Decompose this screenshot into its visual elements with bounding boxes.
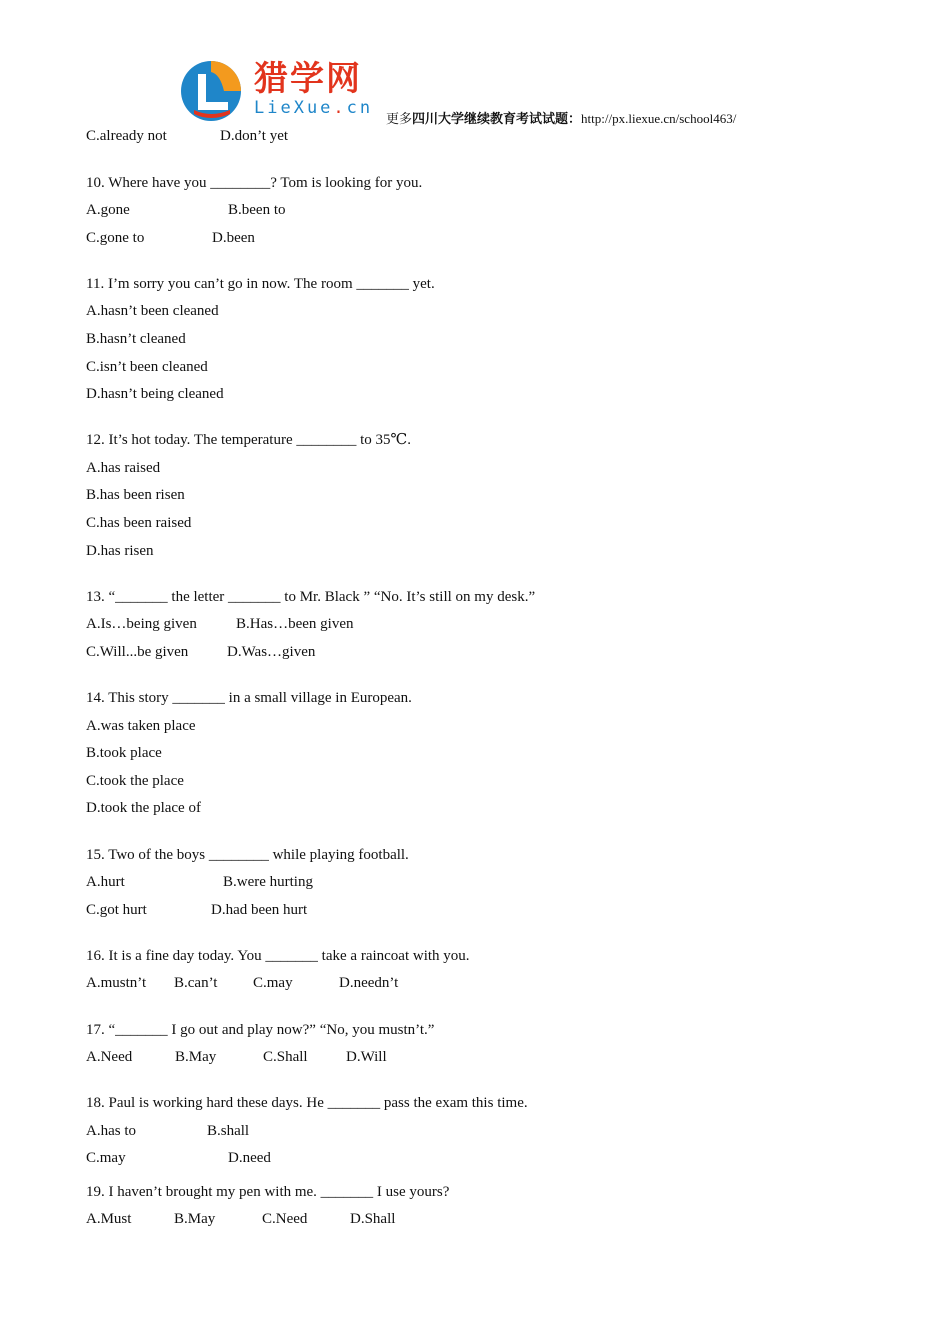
line-part: D.don’t yet xyxy=(220,128,289,144)
line-part: C.isn’t been cleaned xyxy=(86,359,208,375)
line-part: C.Will...be given xyxy=(86,644,189,660)
line-part: D.had been hurt xyxy=(211,902,308,918)
line-part: C.took the place xyxy=(86,773,184,789)
logo-chinese-text: 猎学网 xyxy=(254,59,362,99)
option-line xyxy=(86,329,186,349)
question-text xyxy=(86,587,535,607)
line-part: B.took place xyxy=(86,745,162,761)
line-part: A.has to xyxy=(86,1123,136,1139)
line-part: C.Shall xyxy=(263,1049,308,1065)
line-part: 17. “_______ I go out and play now?” “No, you mustn’t.” xyxy=(86,1022,435,1038)
option-line xyxy=(86,1209,396,1229)
line-part: 18. Paul is working hard these days. He _______ pass the exam this time. xyxy=(86,1095,528,1111)
line-part: A.hurt xyxy=(86,874,125,890)
line-part: B.has been risen xyxy=(86,487,185,503)
option-line xyxy=(86,200,286,220)
line-part: D.Shall xyxy=(350,1211,396,1227)
line-part: B.were hurting xyxy=(223,874,313,890)
banner-prefix: 更多 xyxy=(386,111,413,126)
line-part: 15. Two of the boys ________ while playing football. xyxy=(86,847,409,863)
question-text xyxy=(86,430,411,450)
banner-colon: ： xyxy=(568,111,582,126)
line-part: C.has been raised xyxy=(86,515,192,531)
question-text xyxy=(86,845,409,865)
question-text xyxy=(86,173,422,193)
option-line xyxy=(86,357,208,377)
line-part: C.may xyxy=(253,975,293,991)
line-part: 10. Where have you ________? Tom is looking for you. xyxy=(86,175,423,191)
line-part: C.Need xyxy=(262,1211,308,1227)
logo-english-text xyxy=(254,100,373,117)
line-part: D.needn’t xyxy=(339,975,399,991)
logo-en-word: LieXue xyxy=(254,98,334,118)
option-line xyxy=(86,771,184,791)
liexue-logo-icon xyxy=(180,60,242,122)
line-part: D.need xyxy=(228,1150,271,1166)
line-part: A.Is…being given xyxy=(86,616,197,632)
line-part: B.shall xyxy=(207,1123,250,1139)
option-line xyxy=(86,716,196,736)
line-part: A.Need xyxy=(86,1049,133,1065)
line-part: D.Will xyxy=(346,1049,387,1065)
line-part: 19. I haven’t brought my pen with me. _______ I use yours? xyxy=(86,1184,450,1200)
line-part: 12. It’s hot today. The temperature ________ to 35℃. xyxy=(86,432,412,448)
option-line xyxy=(86,798,201,818)
line-part: B.been to xyxy=(228,202,286,218)
line-part: A.mustn’t xyxy=(86,975,147,991)
option-line xyxy=(86,541,154,561)
line-part: C.already not xyxy=(86,128,167,144)
option-line xyxy=(86,1148,271,1168)
line-part: D.been xyxy=(212,230,255,246)
banner-url-link[interactable]: http://px.liexue.cn/school463/ xyxy=(581,111,737,126)
line-part: 13. “_______ the letter _______ to Mr. Black ” “No. It’s still on my desk.” xyxy=(86,589,536,605)
question-text xyxy=(86,1020,434,1040)
line-part: D.took the place of xyxy=(86,800,201,816)
option-line xyxy=(86,872,313,892)
option-line xyxy=(86,1047,387,1067)
question-text xyxy=(86,688,412,708)
line-part: D.hasn’t being cleaned xyxy=(86,386,224,402)
question-text xyxy=(86,946,470,966)
line-part: B.hasn’t cleaned xyxy=(86,331,186,347)
line-part: D.has risen xyxy=(86,543,154,559)
banner-title: 四川大学继续教育考试试题 xyxy=(412,111,569,126)
line-part: 16. It is a fine day today. You _______ take a raincoat with you. xyxy=(86,948,470,964)
option-line xyxy=(86,384,224,404)
option-line xyxy=(86,301,219,321)
option-line xyxy=(86,485,185,505)
option-line xyxy=(86,1121,250,1141)
line-part: A.Must xyxy=(86,1211,132,1227)
line-part: A.was taken place xyxy=(86,718,196,734)
question-text xyxy=(86,1093,528,1113)
line-part: B.can’t xyxy=(174,975,218,991)
logo-en-tld: cn xyxy=(346,98,374,118)
line-part: 11. I’m sorry you can’t go in now. The room _______ yet. xyxy=(86,276,435,292)
page-header xyxy=(0,0,950,130)
line-part: C.gone to xyxy=(86,230,145,246)
line-part: A.hasn’t been cleaned xyxy=(86,303,219,319)
line-part: A.gone xyxy=(86,202,130,218)
option-line xyxy=(86,642,316,662)
option-line xyxy=(86,458,160,478)
line-part: C.may xyxy=(86,1150,126,1166)
question-text xyxy=(86,274,435,294)
option-line xyxy=(86,614,354,634)
line-part: A.has raised xyxy=(86,460,161,476)
line-part: 14. This story _______ in a small village in European. xyxy=(86,690,412,706)
option-line xyxy=(86,228,255,248)
line-part: B.May xyxy=(175,1049,217,1065)
option-line xyxy=(86,743,162,763)
text-line xyxy=(86,126,289,146)
option-line xyxy=(86,513,191,533)
option-line xyxy=(86,973,399,993)
option-line xyxy=(86,900,308,920)
line-part: B.Has…been given xyxy=(236,616,354,632)
question-text xyxy=(86,1182,449,1202)
line-part: D.Was…given xyxy=(227,644,316,660)
line-part: B.May xyxy=(174,1211,216,1227)
logo-en-dot: . xyxy=(333,98,347,118)
header-banner xyxy=(386,108,736,127)
line-part: C.got hurt xyxy=(86,902,147,918)
